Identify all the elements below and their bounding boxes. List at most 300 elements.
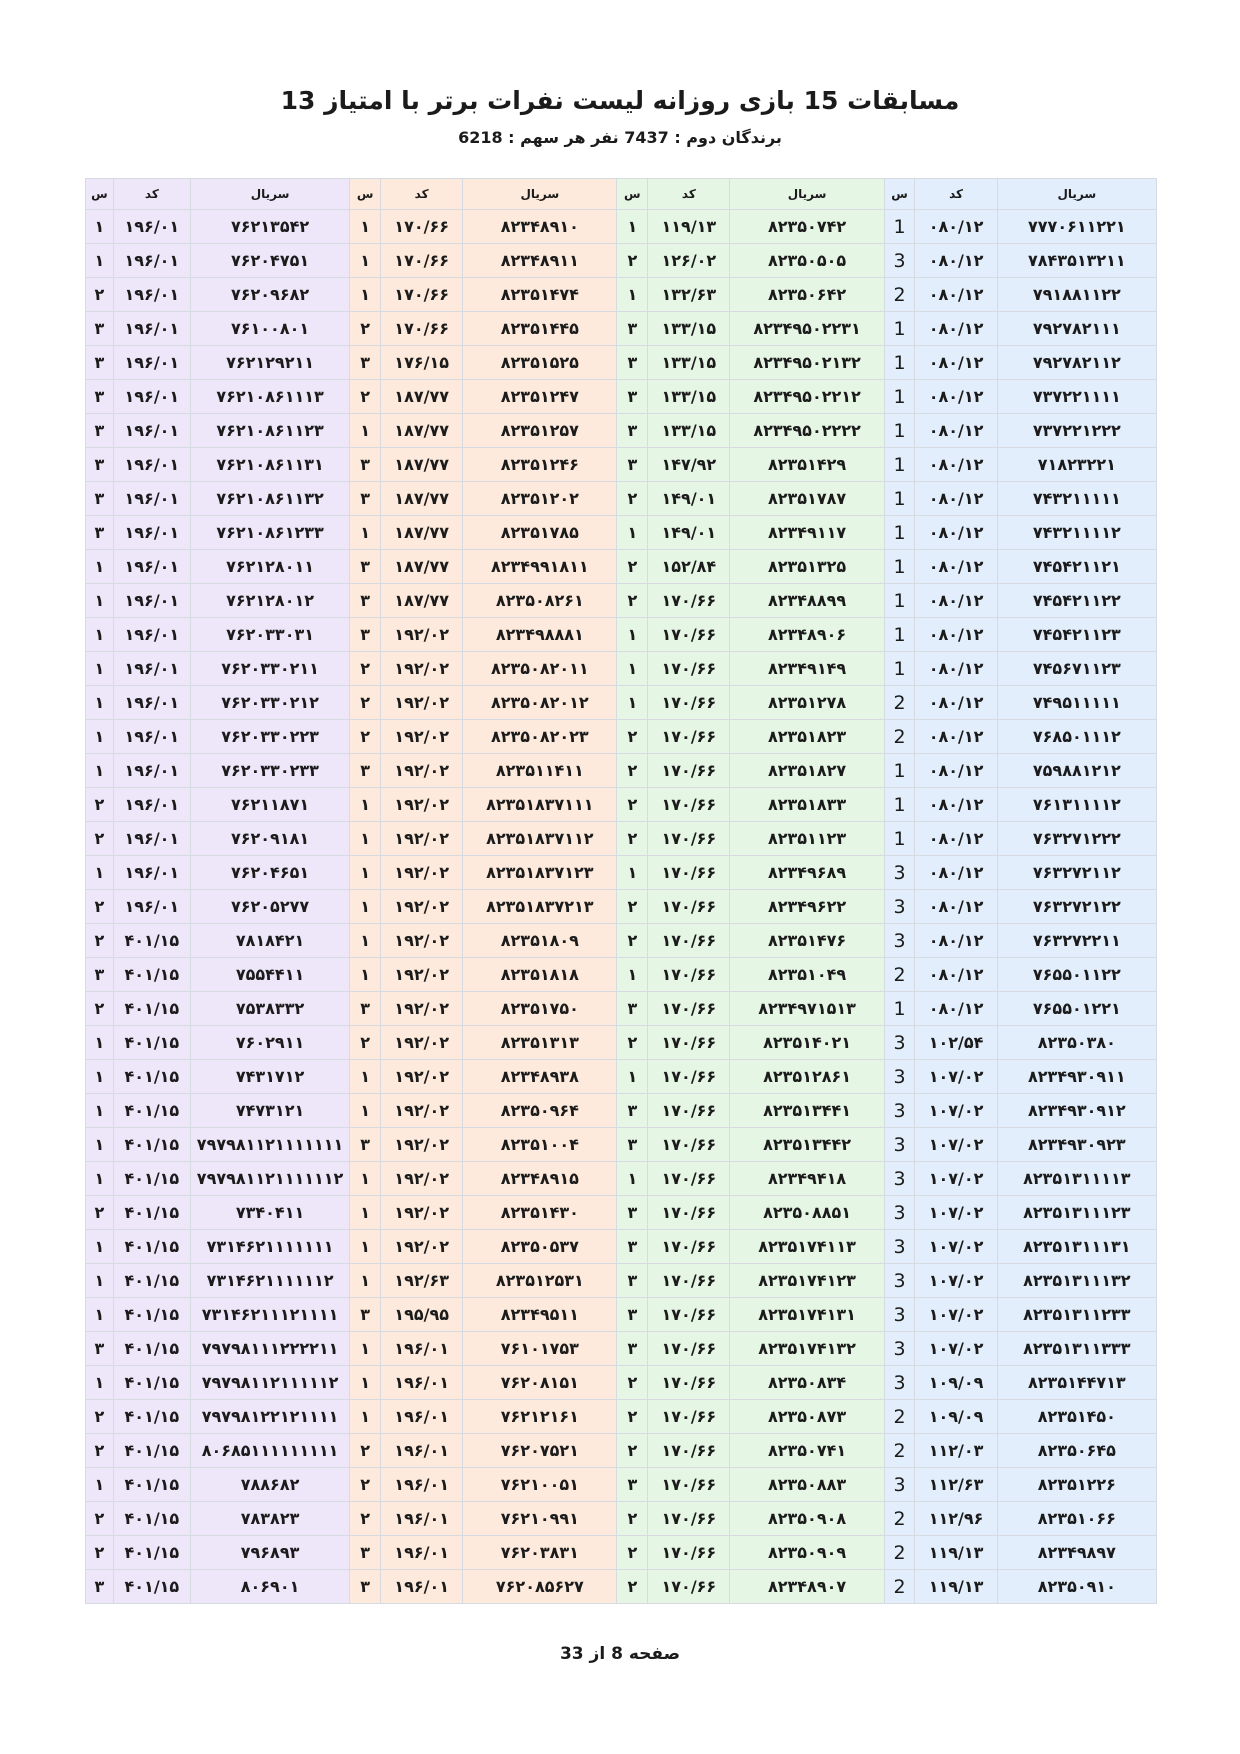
code-cell: ۱۹۶/۰۱ <box>381 1434 463 1468</box>
code-cell: ۱۹۲/۰۲ <box>381 686 463 720</box>
share-cell: 3 <box>884 1162 915 1196</box>
serial-cell: ۷۶۲۰۹۱۸۱ <box>190 822 349 856</box>
share-cell: ۲ <box>617 244 648 278</box>
serial-cell: ۸۲۳۵۰۳۸۰ <box>997 1026 1156 1060</box>
code-cell: ۱۱۹/۱۳ <box>915 1570 997 1604</box>
serial-cell: ۷۸۱۸۴۲۱ <box>190 924 349 958</box>
code-cell: ۱۷۰/۶۶ <box>381 210 463 244</box>
serial-cell: ۸۲۳۵۰۸۲۰۱۱ <box>463 652 617 686</box>
share-cell: ۱ <box>86 550 114 584</box>
column-header-code: کد <box>648 179 730 210</box>
serial-cell: ۸۲۳۵۱۸۳۳ <box>730 788 884 822</box>
code-cell: ۱۷۰/۶۶ <box>648 652 730 686</box>
code-cell: ۴۰۱/۱۵ <box>113 1570 190 1604</box>
table-row <box>86 448 1157 482</box>
share-cell: 3 <box>884 890 915 924</box>
share-cell: ۲ <box>617 890 648 924</box>
share-cell: ۳ <box>350 584 381 618</box>
serial-cell: ۷۴۷۳۱۲۱ <box>190 1094 349 1128</box>
share-cell: ۱ <box>86 244 114 278</box>
serial-cell: ۸۲۳۴۸۹۱۵ <box>463 1162 617 1196</box>
code-cell: ۱۹۲/۰۲ <box>381 856 463 890</box>
serial-cell: ۷۴۵۶۷۱۱۲۳ <box>997 652 1156 686</box>
share-cell: ۱ <box>86 584 114 618</box>
code-cell: ۱۰۷/۰۲ <box>915 1230 997 1264</box>
share-cell: ۱ <box>86 1264 114 1298</box>
code-cell: ۴۰۱/۱۵ <box>113 1298 190 1332</box>
code-cell: ۱۹۶/۰۱ <box>113 482 190 516</box>
code-cell: ۱۹۶/۰۱ <box>113 414 190 448</box>
serial-cell: ۸۲۳۵۱۴۷۴ <box>463 278 617 312</box>
share-cell: ۱ <box>350 924 381 958</box>
code-cell: ۱۷۰/۶۶ <box>381 244 463 278</box>
share-cell: 2 <box>884 1400 915 1434</box>
share-cell: 2 <box>884 278 915 312</box>
table-row <box>86 584 1157 618</box>
share-cell: ۱ <box>86 1026 114 1060</box>
code-cell: ۰۸۰/۱۲ <box>915 822 997 856</box>
code-cell: ۱۰۷/۰۲ <box>915 1094 997 1128</box>
serial-cell: ۷۶۲۱۰۸۶۱۱۱۳ <box>190 380 349 414</box>
code-cell: ۰۸۰/۱۲ <box>915 312 997 346</box>
code-cell: ۱۷۰/۶۶ <box>381 278 463 312</box>
serial-cell: ۸۲۳۵۱۳۴۴۱ <box>730 1094 884 1128</box>
table-row <box>86 1298 1157 1332</box>
serial-cell: ۸۲۳۵۱۲۵۳۱ <box>463 1264 617 1298</box>
column-header-code: کد <box>915 179 997 210</box>
code-cell: ۱۹۶/۰۱ <box>113 448 190 482</box>
code-cell: ۱۳۳/۱۵ <box>648 380 730 414</box>
share-cell: ۲ <box>350 1468 381 1502</box>
share-cell: ۱ <box>350 1332 381 1366</box>
share-cell: ۱ <box>617 686 648 720</box>
serial-cell: ۸۲۳۵۱۴۰۲۱ <box>730 1026 884 1060</box>
share-cell: 2 <box>884 686 915 720</box>
serial-cell: ۷۶۲۰۳۳۰۲۲۳ <box>190 720 349 754</box>
serial-cell: ۷۶۲۱۰۹۹۱ <box>463 1502 617 1536</box>
table-row <box>86 1332 1157 1366</box>
serial-cell: ۷۴۳۱۷۱۲ <box>190 1060 349 1094</box>
share-cell: 3 <box>884 1128 915 1162</box>
share-cell: ۳ <box>350 448 381 482</box>
serial-cell: ۷۴۹۵۱۱۱۱۱ <box>997 686 1156 720</box>
code-cell: ۱۷۰/۶۶ <box>648 1094 730 1128</box>
share-cell: ۲ <box>86 890 114 924</box>
table-row <box>86 822 1157 856</box>
code-cell: ۱۹۲/۰۲ <box>381 890 463 924</box>
code-cell: ۱۰۷/۰۲ <box>915 1162 997 1196</box>
share-cell: ۱ <box>350 788 381 822</box>
share-cell: ۲ <box>350 1502 381 1536</box>
share-cell: ۲ <box>617 1026 648 1060</box>
serial-cell: ۷۹۷۹۸۱۱۲۱۱۱۱۱۱۲ <box>190 1162 349 1196</box>
code-cell: ۴۰۱/۱۵ <box>113 1264 190 1298</box>
serial-cell: ۸۲۳۵۱۴۵۰ <box>997 1400 1156 1434</box>
serial-cell: ۸۲۳۵۱۸۳۷۱۱۲ <box>463 822 617 856</box>
share-cell: ۱ <box>350 1162 381 1196</box>
serial-cell: ۷۶۱۰۱۷۵۳ <box>463 1332 617 1366</box>
code-cell: ۱۹۲/۰۲ <box>381 1094 463 1128</box>
code-cell: ۱۹۶/۰۱ <box>381 1400 463 1434</box>
code-cell: ۰۸۰/۱۲ <box>915 788 997 822</box>
serial-cell: ۷۸۳۸۲۳ <box>190 1502 349 1536</box>
serial-cell: ۷۶۲۰۳۳۰۲۱۱ <box>190 652 349 686</box>
code-cell: ۱۰۷/۰۲ <box>915 1128 997 1162</box>
code-cell: ۱۹۶/۰۱ <box>113 652 190 686</box>
share-cell: ۳ <box>617 1196 648 1230</box>
serial-cell: ۸۲۳۵۱۲۵۷ <box>463 414 617 448</box>
serial-cell: ۸۲۳۵۱۳۱۱۱۳۱ <box>997 1230 1156 1264</box>
serial-cell: ۸۲۳۵۱۴۷۶ <box>730 924 884 958</box>
code-cell: ۱۹۲/۰۲ <box>381 720 463 754</box>
code-cell: ۱۷۰/۶۶ <box>648 1128 730 1162</box>
share-cell: ۳ <box>617 1094 648 1128</box>
code-cell: ۱۱۹/۱۳ <box>648 210 730 244</box>
share-cell: ۳ <box>86 448 114 482</box>
code-cell: ۱۷۰/۶۶ <box>648 754 730 788</box>
serial-cell: ۸۲۳۵۰۹۰۸ <box>730 1502 884 1536</box>
serial-cell: ۷۵۵۴۴۱۱ <box>190 958 349 992</box>
code-cell: ۱۷۰/۶۶ <box>648 1162 730 1196</box>
serial-cell: ۸۲۳۵۱۵۲۵ <box>463 346 617 380</box>
share-cell: ۳ <box>617 992 648 1026</box>
code-cell: ۱۴۹/۰۱ <box>648 482 730 516</box>
code-cell: ۱۰۷/۰۲ <box>915 1196 997 1230</box>
share-cell: ۲ <box>617 1502 648 1536</box>
serial-cell: ۸۲۳۵۱۸۳۷۱۱۱ <box>463 788 617 822</box>
code-cell: ۰۸۰/۱۲ <box>915 244 997 278</box>
serial-cell: ۸۲۳۴۹۵۰۲۲۳۱ <box>730 312 884 346</box>
column-header-share: س <box>86 179 114 210</box>
share-cell: ۲ <box>617 1366 648 1400</box>
code-cell: ۱۹۲/۰۲ <box>381 618 463 652</box>
column-header-serial: سریال <box>463 179 617 210</box>
code-cell: ۱۳۳/۱۵ <box>648 414 730 448</box>
code-cell: ۱۹۶/۰۱ <box>113 516 190 550</box>
serial-cell: ۸۲۳۴۹۸۹۷ <box>997 1536 1156 1570</box>
table-row <box>86 1366 1157 1400</box>
share-cell: ۱ <box>617 1060 648 1094</box>
code-cell: ۴۰۱/۱۵ <box>113 924 190 958</box>
share-cell: ۱ <box>350 1400 381 1434</box>
table-row <box>86 1502 1157 1536</box>
serial-cell: ۸۲۳۴۹۳۰۹۱۱ <box>997 1060 1156 1094</box>
serial-cell: ۷۴۵۴۲۱۱۲۳ <box>997 618 1156 652</box>
share-cell: 1 <box>884 516 915 550</box>
share-cell: ۳ <box>86 414 114 448</box>
share-cell: ۱ <box>350 890 381 924</box>
column-header-share: س <box>350 179 381 210</box>
code-cell: ۰۸۰/۱۲ <box>915 890 997 924</box>
code-cell: ۱۹۶/۰۱ <box>113 244 190 278</box>
share-cell: ۲ <box>350 686 381 720</box>
code-cell: ۰۸۰/۱۲ <box>915 720 997 754</box>
code-cell: ۱۲۶/۰۲ <box>648 244 730 278</box>
serial-cell: ۷۶۱۰۰۸۰۱ <box>190 312 349 346</box>
code-cell: ۱۹۲/۰۲ <box>381 1196 463 1230</box>
share-cell: ۳ <box>617 1230 648 1264</box>
table-row <box>86 1162 1157 1196</box>
code-cell: ۴۰۱/۱۵ <box>113 1468 190 1502</box>
serial-cell: ۸۲۳۴۹۵۰۲۲۱۲ <box>730 380 884 414</box>
share-cell: ۳ <box>86 346 114 380</box>
serial-cell: ۸۲۳۴۹۵۰۲۲۲۲ <box>730 414 884 448</box>
serial-cell: ۷۹۱۸۸۱۱۲۲ <box>997 278 1156 312</box>
table-header-row <box>86 179 1157 210</box>
code-cell: ۱۰۷/۰۲ <box>915 1332 997 1366</box>
table-row <box>86 278 1157 312</box>
code-cell: ۱۷۰/۶۶ <box>648 788 730 822</box>
table-row <box>86 1468 1157 1502</box>
code-cell: ۱۷۶/۱۵ <box>381 346 463 380</box>
share-cell: ۱ <box>350 414 381 448</box>
code-cell: ۱۸۷/۷۷ <box>381 584 463 618</box>
table-row <box>86 890 1157 924</box>
code-cell: ۱۹۲/۰۲ <box>381 992 463 1026</box>
share-cell: 3 <box>884 924 915 958</box>
serial-cell: ۷۱۸۲۳۲۲۱ <box>997 448 1156 482</box>
share-cell: ۱ <box>617 856 648 890</box>
code-cell: ۱۹۶/۰۱ <box>381 1366 463 1400</box>
serial-cell: ۸۲۳۵۱۸۳۷۱۲۳ <box>463 856 617 890</box>
code-cell: ۰۸۰/۱۲ <box>915 380 997 414</box>
serial-cell: ۸۲۳۴۹۸۸۸۱ <box>463 618 617 652</box>
serial-cell: ۷۶۵۵۰۱۱۲۲ <box>997 958 1156 992</box>
share-cell: ۱ <box>86 1298 114 1332</box>
share-cell: 3 <box>884 244 915 278</box>
serial-cell: ۸۲۳۵۰۷۴۱ <box>730 1434 884 1468</box>
share-cell: 3 <box>884 1366 915 1400</box>
share-cell: ۲ <box>86 278 114 312</box>
serial-cell: ۸۲۳۴۸۹۰۶ <box>730 618 884 652</box>
table-row <box>86 992 1157 1026</box>
code-cell: ۴۰۱/۱۵ <box>113 958 190 992</box>
share-cell: ۲ <box>617 720 648 754</box>
code-cell: ۱۴۹/۰۱ <box>648 516 730 550</box>
code-cell: ۱۹۲/۰۲ <box>381 652 463 686</box>
code-cell: ۱۸۷/۷۷ <box>381 550 463 584</box>
share-cell: ۳ <box>350 1570 381 1604</box>
serial-cell: ۷۶۲۱۲۸۰۱۲ <box>190 584 349 618</box>
table-row <box>86 958 1157 992</box>
share-cell: ۱ <box>86 1060 114 1094</box>
serial-cell: ۷۹۷۹۸۱۱۲۱۱۱۱۱۱۱ <box>190 1128 349 1162</box>
code-cell: ۱۸۷/۷۷ <box>381 448 463 482</box>
share-cell: 3 <box>884 1468 915 1502</box>
serial-cell: ۸۲۳۵۱۷۵۰ <box>463 992 617 1026</box>
code-cell: ۱۷۰/۶۶ <box>648 890 730 924</box>
code-cell: ۴۰۱/۱۵ <box>113 1026 190 1060</box>
share-cell: ۲ <box>350 720 381 754</box>
serial-cell: ۷۶۲۱۲۸۰۱۱ <box>190 550 349 584</box>
code-cell: ۱۷۰/۶۶ <box>648 1570 730 1604</box>
share-cell: 1 <box>884 380 915 414</box>
share-cell: ۲ <box>86 822 114 856</box>
share-cell: ۳ <box>350 482 381 516</box>
table-row <box>86 1230 1157 1264</box>
code-cell: ۱۹۵/۹۵ <box>381 1298 463 1332</box>
serial-cell: ۷۳۱۴۶۲۱۱۱۱۱۱۱ <box>190 1230 349 1264</box>
table-row <box>86 856 1157 890</box>
serial-cell: ۷۶۲۱۱۸۷۱ <box>190 788 349 822</box>
serial-cell: ۷۶۲۰۳۸۳۱ <box>463 1536 617 1570</box>
share-cell: ۳ <box>617 1298 648 1332</box>
share-cell: ۲ <box>350 652 381 686</box>
code-cell: ۱۷۰/۶۶ <box>648 1468 730 1502</box>
share-cell: ۱ <box>86 1468 114 1502</box>
column-header-share: س <box>884 179 915 210</box>
share-cell: 2 <box>884 720 915 754</box>
serial-cell: ۸۲۳۵۱۰۴۹ <box>730 958 884 992</box>
code-cell: ۴۰۱/۱۵ <box>113 1332 190 1366</box>
code-cell: ۴۰۱/۱۵ <box>113 1094 190 1128</box>
code-cell: ۱۷۰/۶۶ <box>648 1230 730 1264</box>
serial-cell: ۸۲۳۵۱۴۴۷۱۳ <box>997 1366 1156 1400</box>
serial-cell: ۸۲۳۵۱۴۳۰ <box>463 1196 617 1230</box>
share-cell: 1 <box>884 550 915 584</box>
share-cell: ۳ <box>617 1468 648 1502</box>
code-cell: ۱۷۰/۶۶ <box>648 1332 730 1366</box>
code-cell: ۱۷۰/۶۶ <box>648 958 730 992</box>
serial-cell: ۷۶۲۱۳۵۴۲ <box>190 210 349 244</box>
code-cell: ۱۸۷/۷۷ <box>381 414 463 448</box>
code-cell: ۱۷۰/۶۶ <box>648 1434 730 1468</box>
share-cell: 3 <box>884 1060 915 1094</box>
serial-cell: ۷۶۲۱۲۹۲۱۱ <box>190 346 349 380</box>
share-cell: ۲ <box>350 1434 381 1468</box>
share-cell: 1 <box>884 482 915 516</box>
share-cell: ۱ <box>350 244 381 278</box>
page-title: مسابقات 15 بازی روزانه لیست نفرات برتر با امتیاز 13 <box>280 86 960 115</box>
serial-cell: ۷۶۳۲۷۲۱۲۲ <box>997 890 1156 924</box>
serial-cell: ۸۲۳۴۸۹۰۷ <box>730 1570 884 1604</box>
serial-cell: ۷۶۲۰۷۵۲۱ <box>463 1434 617 1468</box>
serial-cell: ۸۲۳۵۰۵۳۷ <box>463 1230 617 1264</box>
share-cell: ۱ <box>86 1162 114 1196</box>
code-cell: ۱۳۳/۱۵ <box>648 346 730 380</box>
code-cell: ۱۹۲/۰۲ <box>381 1162 463 1196</box>
share-cell: ۳ <box>350 1298 381 1332</box>
share-cell: 2 <box>884 1502 915 1536</box>
serial-cell: ۸۲۳۵۱۳۱۱۲۳۳ <box>997 1298 1156 1332</box>
serial-cell: ۸۲۳۵۱۸۱۸ <box>463 958 617 992</box>
code-cell: ۱۸۷/۷۷ <box>381 516 463 550</box>
code-cell: ۱۹۶/۰۱ <box>113 856 190 890</box>
code-cell: ۱۰۷/۰۲ <box>915 1060 997 1094</box>
share-cell: ۲ <box>617 1434 648 1468</box>
share-cell: ۳ <box>350 346 381 380</box>
code-cell: ۴۰۱/۱۵ <box>113 1128 190 1162</box>
code-cell: ۰۸۰/۱۲ <box>915 754 997 788</box>
share-cell: ۱ <box>350 1230 381 1264</box>
serial-cell: ۷۶۲۰۸۵۶۲۷ <box>463 1570 617 1604</box>
code-cell: ۱۱۲/۹۶ <box>915 1502 997 1536</box>
code-cell: ۱۹۶/۰۱ <box>113 380 190 414</box>
code-cell: ۱۷۰/۶۶ <box>648 1298 730 1332</box>
table-row <box>86 1264 1157 1298</box>
share-cell: ۱ <box>350 1094 381 1128</box>
share-cell: 3 <box>884 1196 915 1230</box>
share-cell: ۳ <box>617 346 648 380</box>
share-cell: ۱ <box>617 278 648 312</box>
serial-cell: ۸۲۳۵۱۳۱۱۱۲۳ <box>997 1196 1156 1230</box>
code-cell: ۰۸۰/۱۲ <box>915 924 997 958</box>
share-cell: 1 <box>884 754 915 788</box>
serial-cell: ۸۲۳۵۰۸۸۳ <box>730 1468 884 1502</box>
serial-cell: ۸۲۳۵۱۸۰۹ <box>463 924 617 958</box>
serial-cell: ۸۲۳۵۰۶۴۲ <box>730 278 884 312</box>
serial-cell: ۷۴۵۴۲۱۱۲۱ <box>997 550 1156 584</box>
share-cell: ۱ <box>350 278 381 312</box>
serial-cell: ۸۲۳۵۱۲۴۶ <box>463 448 617 482</box>
share-cell: ۳ <box>86 516 114 550</box>
share-cell: 3 <box>884 1264 915 1298</box>
share-cell: ۱ <box>350 958 381 992</box>
code-cell: ۴۰۱/۱۵ <box>113 1366 190 1400</box>
share-cell: ۲ <box>350 380 381 414</box>
share-cell: 1 <box>884 448 915 482</box>
serial-cell: ۷۶۲۰۴۷۵۱ <box>190 244 349 278</box>
code-cell: ۱۹۶/۰۱ <box>113 754 190 788</box>
code-cell: ۰۸۰/۱۲ <box>915 550 997 584</box>
share-cell: ۳ <box>86 1332 114 1366</box>
code-cell: ۱۱۹/۱۳ <box>915 1536 997 1570</box>
share-cell: 1 <box>884 312 915 346</box>
code-cell: ۴۰۱/۱۵ <box>113 1434 190 1468</box>
serial-cell: ۸۲۳۴۹۷۱۵۱۳ <box>730 992 884 1026</box>
serial-cell: ۸۲۳۵۰۹۱۰ <box>997 1570 1156 1604</box>
serial-cell: ۸۲۳۵۱۴۴۵ <box>463 312 617 346</box>
code-cell: ۱۹۶/۰۱ <box>113 278 190 312</box>
share-cell: ۳ <box>350 1128 381 1162</box>
serial-cell: ۷۳۱۴۶۲۱۱۱۲۱۱۱۱ <box>190 1298 349 1332</box>
serial-cell: ۷۳۷۲۲۱۲۲۲ <box>997 414 1156 448</box>
code-cell: ۱۹۲/۰۲ <box>381 958 463 992</box>
share-cell: ۲ <box>617 1400 648 1434</box>
share-cell: ۱ <box>86 1230 114 1264</box>
code-cell: ۰۸۰/۱۲ <box>915 210 997 244</box>
code-cell: ۱۸۷/۷۷ <box>381 380 463 414</box>
share-cell: ۲ <box>86 788 114 822</box>
serial-cell: ۸۲۳۵۱۳۴۴۲ <box>730 1128 884 1162</box>
serial-cell: ۷۶۱۳۱۱۱۱۲ <box>997 788 1156 822</box>
serial-cell: ۸۲۳۴۹۵۱۱ <box>463 1298 617 1332</box>
code-cell: ۱۷۰/۶۶ <box>648 1196 730 1230</box>
table-row <box>86 720 1157 754</box>
code-cell: ۱۹۶/۰۱ <box>113 788 190 822</box>
code-cell: ۱۹۶/۰۱ <box>113 210 190 244</box>
code-cell: ۴۰۱/۱۵ <box>113 1162 190 1196</box>
serial-cell: ۷۶۲۱۰۸۶۱۲۳۳ <box>190 516 349 550</box>
code-cell: ۱۹۶/۰۱ <box>113 686 190 720</box>
share-cell: ۳ <box>617 1264 648 1298</box>
code-cell: ۱۹۲/۰۲ <box>381 1230 463 1264</box>
share-cell: ۱ <box>86 856 114 890</box>
code-cell: ۱۷۰/۶۶ <box>381 312 463 346</box>
share-cell: ۱ <box>617 210 648 244</box>
share-cell: ۱ <box>86 1366 114 1400</box>
share-cell: ۱ <box>86 1094 114 1128</box>
serial-cell: ۸۲۳۵۰۵۰۵ <box>730 244 884 278</box>
serial-cell: ۷۳۴۰۴۱۱ <box>190 1196 349 1230</box>
table-row <box>86 1026 1157 1060</box>
share-cell: ۲ <box>617 1570 648 1604</box>
serial-cell: ۸۲۳۵۰۹۶۴ <box>463 1094 617 1128</box>
serial-cell: ۸۲۳۴۸۹۱۰ <box>463 210 617 244</box>
share-cell: ۱ <box>86 210 114 244</box>
table-row <box>86 788 1157 822</box>
code-cell: ۱۹۶/۰۱ <box>113 822 190 856</box>
